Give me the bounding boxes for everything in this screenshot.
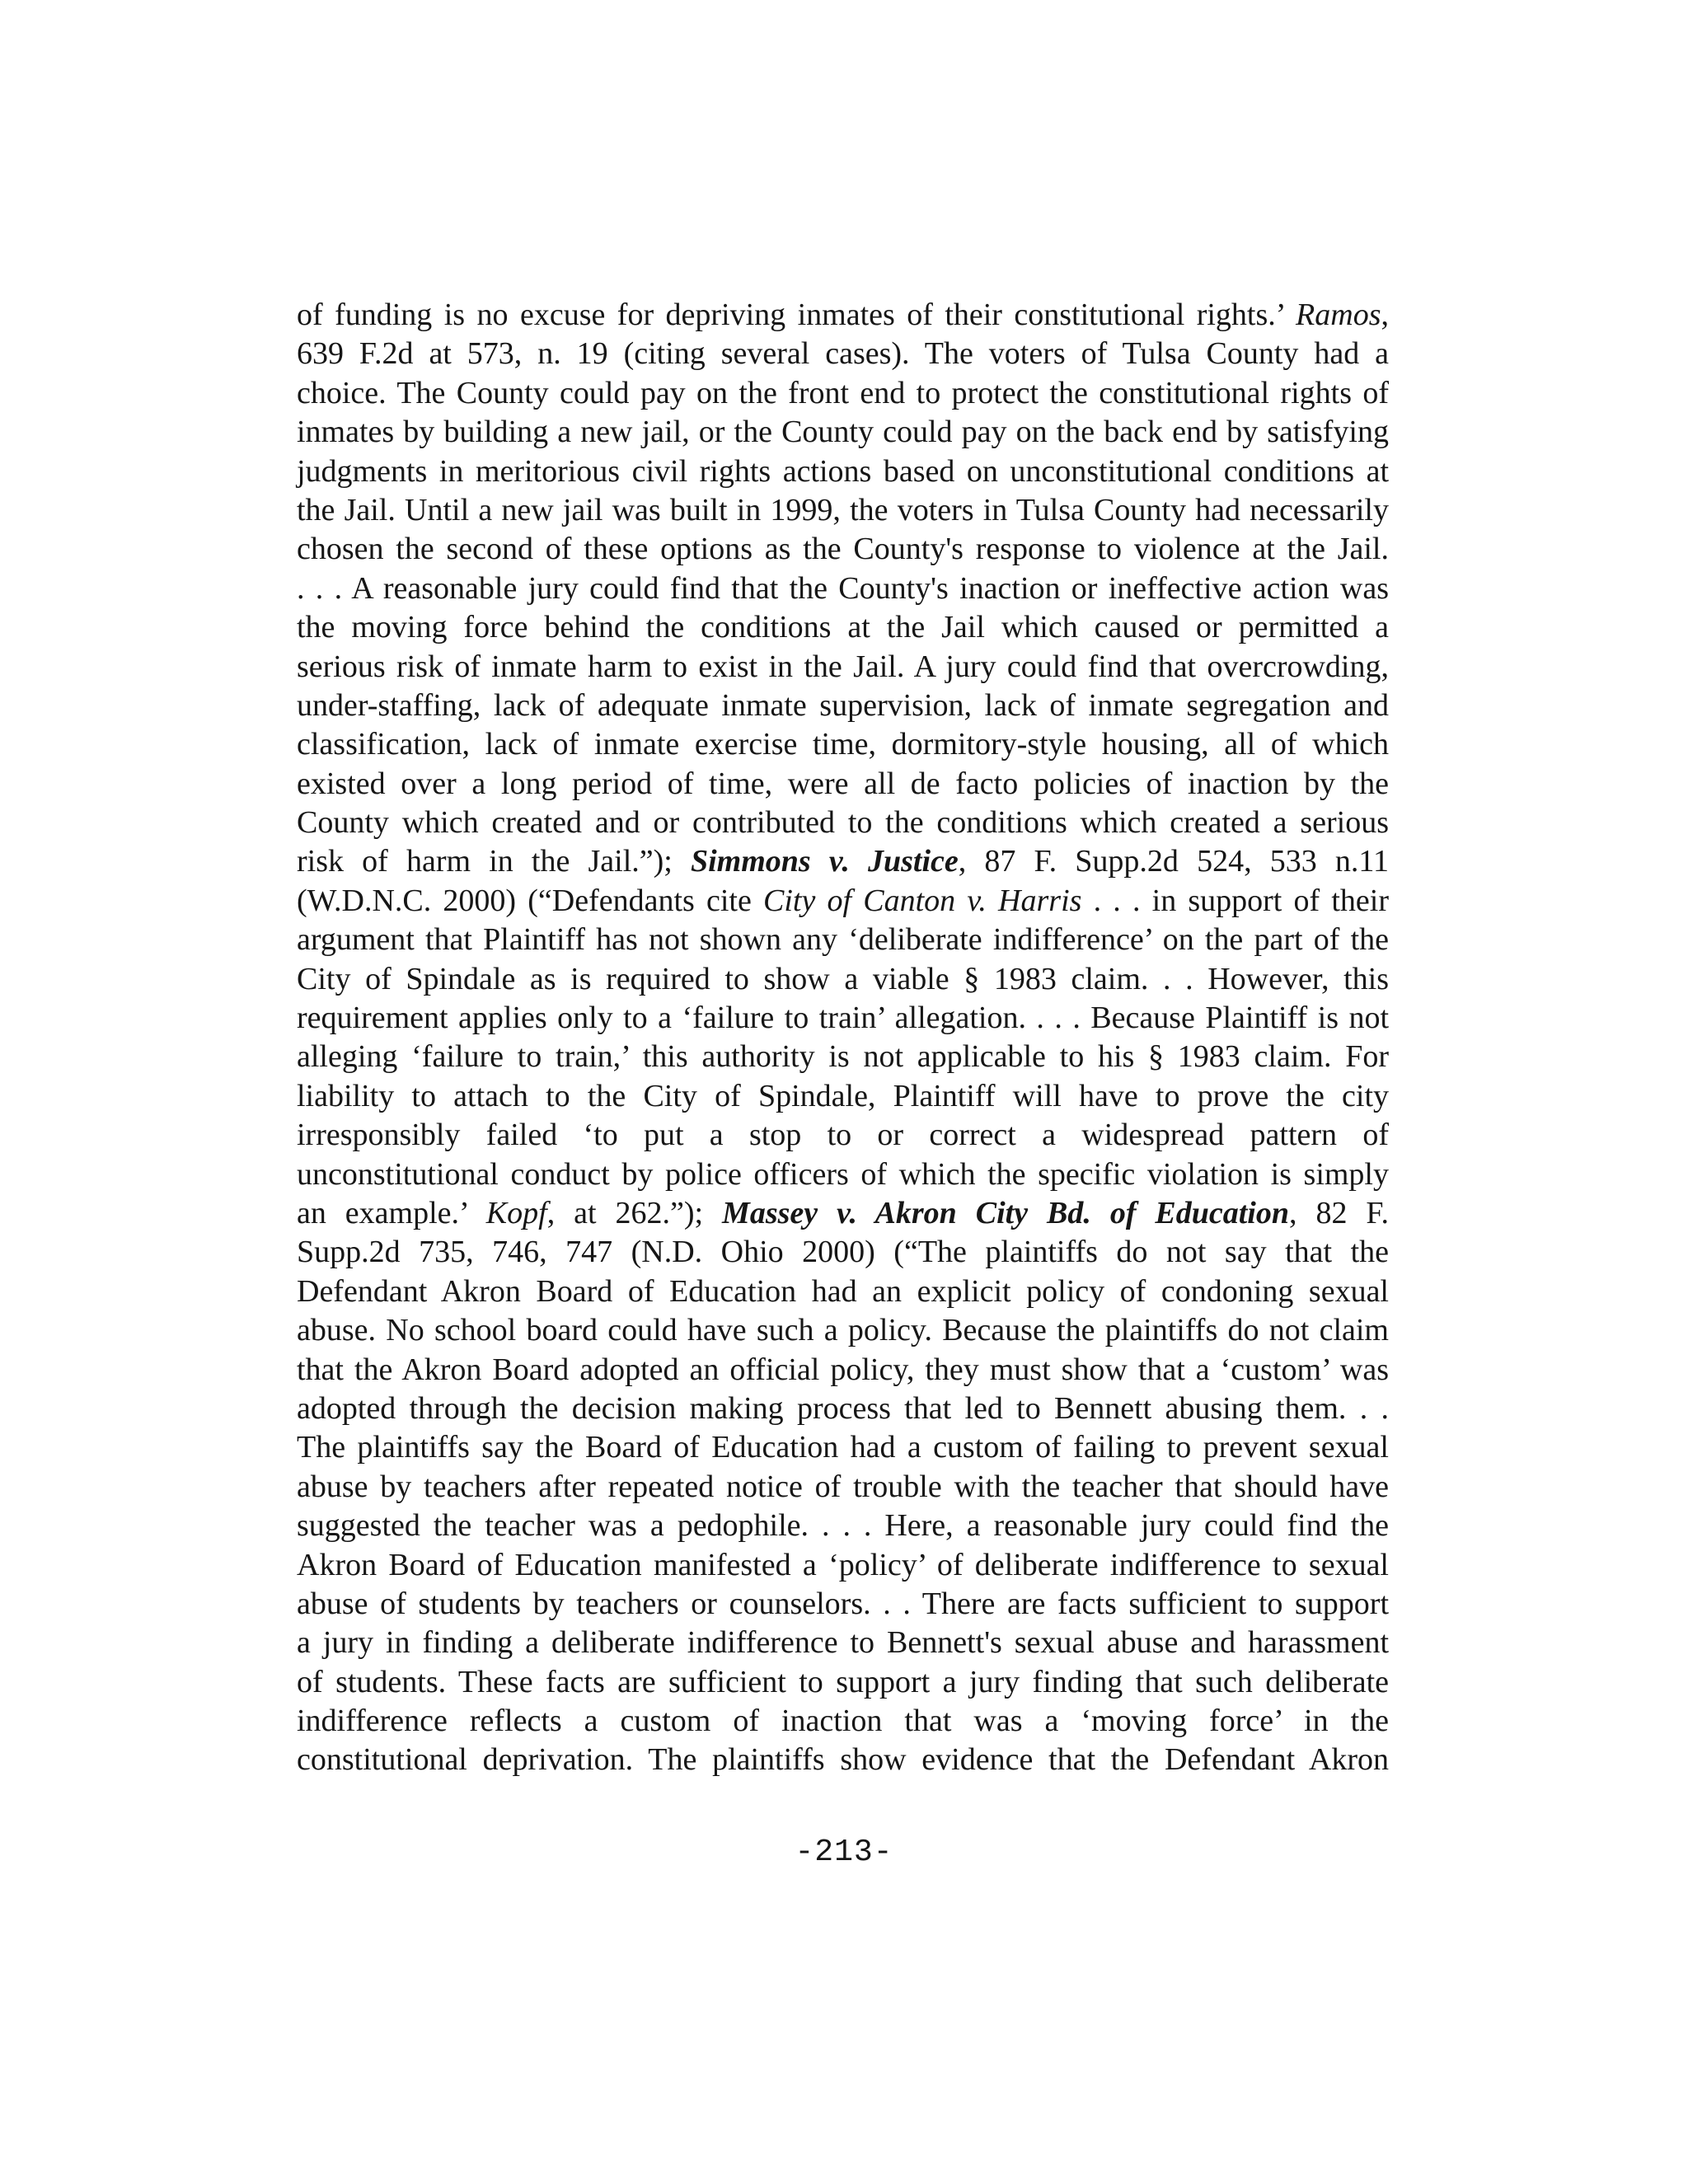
- text-run: liability to attach to the City of Spindale, Plaintiff will have to prove the city: [297, 1078, 1389, 1113]
- text-run: , at 262.”);: [546, 1195, 723, 1230]
- text-line: [297, 725, 1389, 764]
- text-run: inmates by building a new jail, or the County could pay on the back end by satisfying: [297, 415, 1389, 450]
- text-line: [297, 1038, 1389, 1076]
- text-line: [297, 1507, 1389, 1545]
- text-run: judgments in meritorious civil rights actions based on unconstitutional conditions at: [297, 453, 1389, 489]
- text-line: [297, 530, 1389, 569]
- text-run: . . . in support of their: [1081, 883, 1390, 918]
- text-run: alleging ‘failure to train,’ this authority is not applicable to his § 1983 claim. For: [297, 1039, 1389, 1075]
- text-run: an example.’: [297, 1195, 486, 1230]
- body-text: [297, 296, 1389, 1780]
- text-run: the moving force behind the conditions at the Jail which caused or permitted a: [297, 610, 1389, 645]
- text-line: [297, 1233, 1389, 1272]
- text-run: irresponsibly failed ‘to put a stop to or correct a widespread pattern of: [297, 1118, 1389, 1153]
- text-run: abuse of students by teachers or counselors. . . There are facts sufficient to support: [297, 1586, 1389, 1621]
- text-run: risk of harm in the Jail.”);: [297, 844, 691, 879]
- text-run: a jury in finding a deliberate indifference to Bennett's sexual abuse and harassment: [297, 1625, 1389, 1661]
- text-run: , 82 F.: [1289, 1195, 1389, 1230]
- text-run: The plaintiffs say the Board of Education had a custom of failing to prevent sexual: [297, 1430, 1389, 1465]
- italic-text: Ramos: [1296, 298, 1381, 332]
- text-run: classification, lack of inmate exercise time, dormitory-style housing, all of which: [297, 727, 1389, 762]
- text-line: [297, 1311, 1389, 1350]
- case-name: Massey v. Akron City Bd. of Education: [722, 1195, 1290, 1230]
- text-run: suggested the teacher was a pedophile. . . . Here, a reasonable jury could find the: [297, 1508, 1389, 1544]
- text-line: [297, 1272, 1389, 1311]
- text-run: under-staffing, lack of adequate inmate supervision, lack of inmate segregation and: [297, 687, 1389, 723]
- text-line: [297, 1546, 1389, 1585]
- text-line: [297, 804, 1389, 842]
- text-line: [297, 1351, 1389, 1390]
- text-run: indifference reflects a custom of inaction that was a ‘moving force’ in the: [297, 1704, 1389, 1739]
- text-run: City of Spindale as is required to show a viable § 1983 claim. . . However, this: [297, 961, 1389, 996]
- text-line: [297, 335, 1389, 373]
- text-run: unconstitutional conduct by police officers of which the specific violation is simply: [297, 1156, 1389, 1192]
- text-line: [297, 374, 1389, 413]
- text-run: requirement applies only to a ‘failure to train’ allegation. . . . Because Plaintiff is not: [297, 1001, 1389, 1036]
- text-run: chosen the second of these options as the County's response to violence at the Jail.: [297, 532, 1389, 567]
- text-line: [297, 1663, 1389, 1702]
- text-run: of students. These facts are sufficient to support a jury finding that such deliberate: [297, 1664, 1389, 1699]
- page-number: -213-: [795, 1835, 893, 1870]
- text-line: [297, 491, 1389, 530]
- text-run: ,: [1381, 298, 1389, 332]
- text-line: [297, 1468, 1389, 1507]
- text-line: [297, 1390, 1389, 1428]
- text-run: serious risk of inmate harm to exist in the Jail. A jury could find that overcrowding,: [297, 649, 1389, 684]
- text-line: [297, 687, 1389, 725]
- text-run: that the Akron Board adopted an official policy, they must show that a ‘custom’ was: [297, 1352, 1389, 1387]
- text-run: , 87 F. Supp.2d 524, 533 n.11: [958, 844, 1389, 879]
- text-run: Akron Board of Education manifested a ‘policy’ of deliberate indifference to sexual: [297, 1547, 1389, 1582]
- text-run: adopted through the decision making process that led to Bennett abusing them. . .: [297, 1390, 1389, 1426]
- text-line: [297, 1624, 1389, 1662]
- text-line: [297, 842, 1389, 881]
- case-name: Simmons v. Justice: [690, 844, 959, 879]
- text-line: [297, 296, 1389, 335]
- text-line: [297, 999, 1389, 1038]
- text-line: [297, 1155, 1389, 1194]
- text-line: [297, 648, 1389, 687]
- text-run: constitutional deprivation. The plaintiffs show evidence that the Defendant Akron: [297, 1742, 1389, 1778]
- text-line: [297, 921, 1389, 959]
- text-line: [297, 1077, 1389, 1116]
- text-line: [297, 413, 1389, 452]
- text-line: [297, 569, 1389, 608]
- text-run: 639 F.2d at 573, n. 19 (citing several cases). The voters of Tulsa County had a: [297, 336, 1389, 372]
- text-run: Supp.2d 735, 746, 747 (N.D. Ohio 2000) (“The plaintiffs do not say that the: [297, 1235, 1389, 1270]
- text-line: [297, 1702, 1389, 1741]
- text-run: abuse by teachers after repeated notice of trouble with the teacher that should have: [297, 1469, 1389, 1504]
- text-run: existed over a long period of time, were all de facto policies of inaction by the: [297, 766, 1389, 801]
- text-line: [297, 960, 1389, 999]
- text-line: [297, 1116, 1389, 1155]
- text-run: choice. The County could pay on the front end to protect the constitutional rights of: [297, 375, 1389, 410]
- text-run: (W.D.N.C. 2000) (“Defendants cite: [297, 883, 764, 918]
- text-line: [297, 1194, 1389, 1233]
- text-line: [297, 1741, 1389, 1779]
- text-line: [297, 1585, 1389, 1624]
- text-line: [297, 765, 1389, 804]
- text-run: . . . A reasonable jury could find that the County's inaction or ineffective action was: [297, 570, 1389, 606]
- text-line: [297, 882, 1389, 921]
- text-line: [297, 1428, 1389, 1467]
- text-run: of funding is no excuse for depriving inmates of their constitutional rights.’: [297, 298, 1296, 332]
- text-run: abuse. No school board could have such a policy. Because the plaintiffs do not claim: [297, 1313, 1389, 1348]
- text-line: [297, 608, 1389, 647]
- text-line: [297, 452, 1389, 491]
- text-run: the Jail. Until a new jail was built in 1999, the voters in Tulsa County had necessarily: [297, 492, 1389, 527]
- text-run: argument that Plaintiff has not shown any ‘deliberate indifference’ on the part of the: [297, 922, 1389, 958]
- italic-text: City of Canton v. Harris: [763, 883, 1082, 918]
- text-run: County which created and or contributed to the conditions which created a serious: [297, 805, 1389, 841]
- italic-text: Kopf: [485, 1195, 547, 1230]
- text-run: Defendant Akron Board of Education had an explicit policy of condoning sexual: [297, 1273, 1389, 1309]
